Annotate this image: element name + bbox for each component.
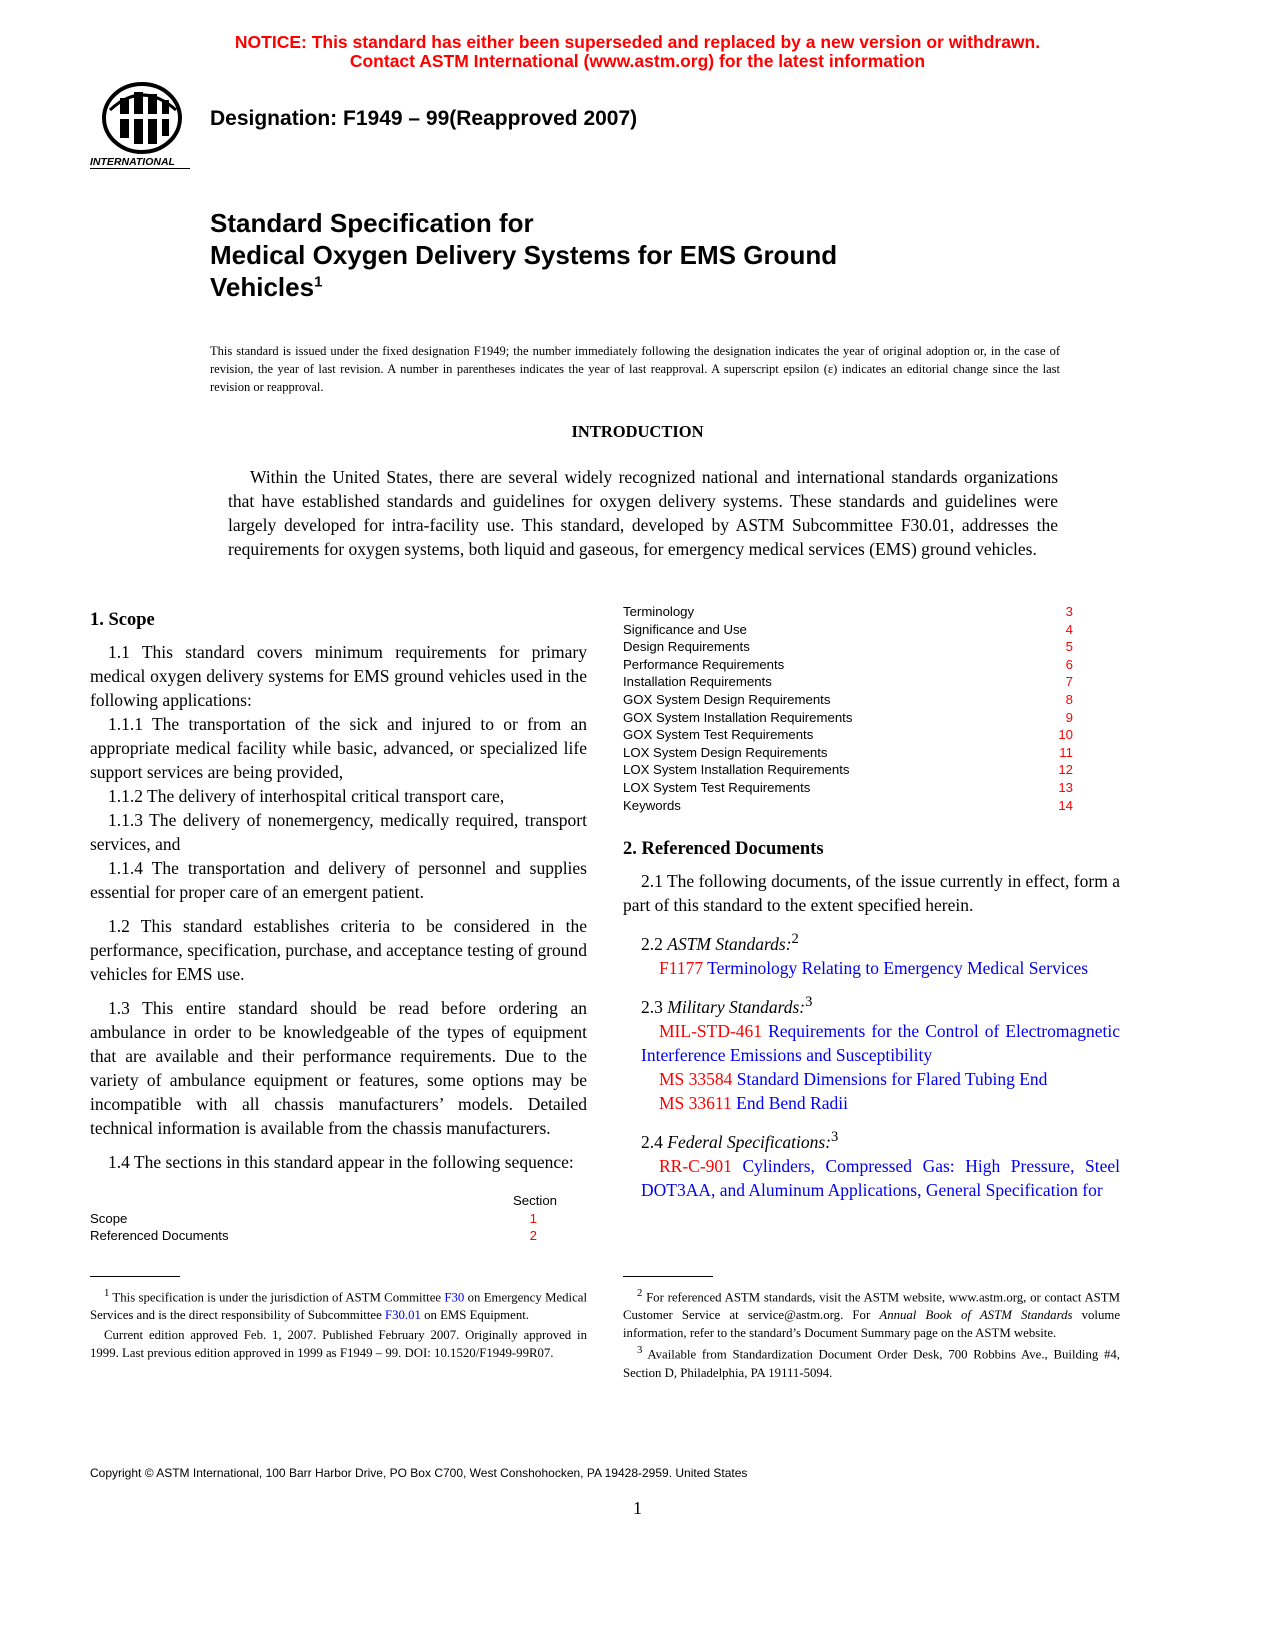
footnote-2-text-b: volume information, refer to the standard’s Document Summary page on the ASTM website. (623, 1308, 1121, 1341)
section-name: Installation Requirements (623, 674, 772, 690)
section-name: Design Requirements (623, 639, 750, 655)
astm-standards-num: 2.2 (641, 933, 668, 954)
footnotes-right (623, 1285, 1120, 1382)
introduction-heading: INTRODUCTION (571, 422, 704, 441)
section-name: Scope (90, 1210, 128, 1226)
para-2-1: 2.1 The following documents, of the issue currently in effect, form a part of this standard to the extent specified herein. (623, 871, 1120, 916)
footnote-1 (90, 1285, 587, 1324)
federal-specifications-num: 2.4 (641, 1131, 668, 1152)
footnote-1-sup: 1 (104, 1288, 110, 1299)
section-name: Keywords (623, 797, 681, 813)
section-number-link[interactable]: 3 (1065, 604, 1073, 619)
right-column (623, 603, 1120, 1202)
sections-table-row (623, 709, 1120, 727)
section-number-link[interactable]: 5 (1065, 639, 1073, 655)
sections-table-row (623, 744, 1120, 762)
military-standards-heading (623, 990, 1120, 1019)
military-standards-sup: 3 (805, 993, 813, 1010)
title-line-3-text: Vehicles (210, 272, 315, 302)
sections-table-row (623, 797, 1120, 815)
reference-code-link[interactable]: RR-C-901 (659, 1155, 732, 1176)
footnote-2-text-a: For referenced ASTM standards, visit the ASTM website, www.astm.org, or contact ASTM Customer Service at service@astm.org. For (623, 1290, 1120, 1323)
section-number-link[interactable]: 1 (529, 1210, 537, 1226)
section-name: GOX System Installation Requirements (623, 709, 853, 725)
reference-title-link[interactable]: Terminology Relating to Emergency Medical Services (707, 957, 1089, 978)
footnote-1-text-c: on EMS Equipment. (420, 1308, 529, 1323)
footnote-2 (623, 1285, 1120, 1342)
reference-code-link[interactable]: MIL-STD-461 (659, 1020, 763, 1041)
sections-table-row (90, 1210, 587, 1228)
reference-item[interactable] (623, 956, 1120, 980)
preamble: This standard is issued under the fixed designation F1949; the number immediately following the designation indicates the year of original adoption or, in the case of revision, the year of last revision. A number in parentheses indicates the year of last reapproval. A superscript epsilon (ε) indicates an editorial change since the last revision or reapproval. (210, 344, 1060, 394)
logo-caption: INTERNATIONAL (90, 156, 190, 169)
para-1-4: 1.4 The sections in this standard appear in the following sequence: (108, 1152, 574, 1172)
section-name: LOX System Test Requirements (623, 779, 811, 795)
section-name: Performance Requirements (623, 656, 785, 672)
para-1-2: 1.2 This standard establishes criteria to be considered in the performance, specification, purchase, and acceptance testing of ground vehicles for EMS use. (90, 916, 587, 984)
reference-code-link[interactable]: MS 33584 (659, 1068, 733, 1089)
footnote-1-text-a: This specification is under the jurisdiction of ASTM Committee (112, 1290, 445, 1305)
referenced-documents-heading: 2. Referenced Documents (623, 839, 824, 860)
footnote-1-text-b: on Emergency Medical Services and is the direct responsibility of Subcommittee (90, 1290, 588, 1323)
section-name: GOX System Test Requirements (623, 727, 814, 743)
section-number-link[interactable]: 2 (529, 1228, 537, 1244)
para-1-3: 1.3 This entire standard should be read before ordering an ambulance in order to be knowledgeable of the types of equipment that are available and their performance requirements. Due to the variety of ambulance equipment or features, some options may be incompatible with all chassis manufacturers’ models. Detailed technical information is available from the chassis manufacturers. (90, 998, 587, 1138)
reference-title-link[interactable]: Cylinders, Compressed Gas: High Pressure, Steel DOT3AA, and Aluminum Applications, General Specification for (641, 1155, 1120, 1200)
reference-title-link[interactable]: Standard Dimensions for Flared Tubing End (736, 1068, 1048, 1089)
section-name: Terminology (623, 604, 695, 619)
copyright: Copyright © ASTM International, 100 Barr Harbor Drive, PO Box C700, West Conshohocken, PA 19428-2959. United States (90, 1466, 748, 1480)
section-name: GOX System Design Requirements (623, 691, 831, 707)
para-1-1-2: 1.1.2 The delivery of interhospital critical transport care, (108, 786, 505, 806)
section-number-link[interactable]: 14 (1058, 797, 1073, 813)
sections-table-row (623, 761, 1120, 779)
section-number-link[interactable]: 8 (1065, 691, 1073, 707)
section-number-link[interactable]: 4 (1065, 621, 1073, 637)
footnote-1-edition: Current edition approved Feb. 1, 2007. Published February 2007. Originally approved in 1999. Last previous edition approved in 1999 as F1949 – 99. DOI: 10.1520/F1949-99R07. (90, 1328, 587, 1361)
footnote-2-italic: Annual Book of ASTM Standards (879, 1308, 1073, 1323)
page-title (210, 207, 837, 303)
sections-table-row (623, 691, 1120, 709)
designation: Designation: F1949 – 99(Reapproved 2007) (210, 107, 638, 130)
astm-standards-heading (623, 927, 1120, 956)
reference-item[interactable] (623, 1154, 1120, 1202)
astm-logo (90, 80, 200, 172)
footnote-2-sup: 2 (637, 1288, 643, 1299)
section-name: LOX System Installation Requirements (623, 762, 850, 778)
sections-table-row (623, 603, 1120, 621)
section-name: LOX System Design Requirements (623, 744, 828, 760)
footnote-3-text: Available from Standardization Document Order Desk, 700 Robbins Ave., Building #4, Section D, Philadelphia, PA 19111-5094. (623, 1347, 1120, 1380)
sections-table-row (623, 726, 1120, 744)
footnote-rule-left (90, 1276, 180, 1277)
section-number-link[interactable]: 13 (1058, 779, 1073, 795)
reference-item[interactable] (623, 1067, 1120, 1091)
sections-table-row (623, 621, 1120, 639)
reference-code-link[interactable]: F1177 (659, 957, 704, 978)
notice-line-1: NOTICE: This standard has either been superseded and replaced by a new version or withdrawn. (234, 32, 1041, 52)
committee-f30-link[interactable]: F30 (444, 1290, 465, 1305)
footnote-3 (623, 1342, 1120, 1381)
title-line-2: Medical Oxygen Delivery Systems for EMS Ground (210, 240, 838, 270)
title-footnote-ref: 1 (314, 273, 323, 291)
reference-code-link[interactable]: MS 33611 (659, 1092, 732, 1113)
title-line-3 (210, 271, 837, 303)
page-number: 1 (633, 1498, 642, 1518)
notice-line-2: Contact ASTM International (www.astm.org) for the latest information (349, 51, 926, 71)
reference-item[interactable] (623, 1091, 1120, 1115)
scope-heading: 1. Scope (90, 610, 155, 630)
military-standards-label: Military Standards: (667, 996, 806, 1017)
section-number-link[interactable]: 11 (1059, 744, 1073, 760)
astm-standards-sup: 2 (791, 931, 799, 948)
section-number-link[interactable]: 12 (1058, 762, 1073, 778)
reference-title-link[interactable]: Requirements for the Control of Electromagnetic Interference Emissions and Susceptibility (641, 1020, 1121, 1065)
sections-table-row (623, 673, 1120, 691)
astm-standards-label: ASTM Standards: (667, 933, 792, 954)
section-number-link[interactable]: 10 (1058, 727, 1073, 743)
para-1-1-3: 1.1.3 The delivery of nonemergency, medically required, transport services, and (90, 810, 587, 854)
sections-table-header: Section (513, 1193, 557, 1208)
para-1-1: 1.1 This standard covers minimum requirements for primary medical oxygen delivery systems for EMS ground vehicles used in the following applications: (90, 642, 587, 710)
federal-specifications-label: Federal Specifications: (667, 1131, 832, 1152)
sections-table-row (623, 656, 1120, 674)
subcommittee-f30-01-link[interactable]: F30.01 (384, 1308, 421, 1323)
para-1-1-1: 1.1.1 The transportation of the sick and injured to or from an appropriate medical facility while basic, advanced, or specialized life support services are being provided, (90, 714, 587, 782)
sections-table-row (623, 779, 1120, 797)
reference-item[interactable] (623, 1019, 1120, 1067)
federal-specifications-sup: 3 (831, 1128, 839, 1145)
sections-table-row (90, 1227, 587, 1245)
sections-table-right (623, 603, 1120, 814)
para-1-1-4: 1.1.4 The transportation and delivery of personnel and supplies essential for proper care of an emergent patient. (90, 858, 587, 902)
footnote-rule-right (623, 1276, 713, 1277)
footnotes-left (90, 1285, 587, 1362)
section-name: Referenced Documents (90, 1228, 229, 1244)
introduction-text: Within the United States, there are several widely recognized national and international standards organizations that have established standards and guidelines for oxygen delivery systems. These standards and guidelines were largely developed for intra-facility use. This standard, developed by ASTM Subcommittee F30.01, addresses the requirements for oxygen systems, both liquid and gaseous, for emergency medical services (EMS) ground vehicles. (228, 467, 1058, 559)
section-number-link[interactable]: 7 (1065, 674, 1073, 690)
left-column (90, 608, 587, 1245)
sections-table-left (90, 1192, 587, 1245)
federal-specifications-heading (623, 1125, 1120, 1154)
reference-title-link[interactable]: End Bend Radii (736, 1092, 848, 1113)
sections-table-row (623, 638, 1120, 656)
section-name: Significance and Use (623, 621, 747, 637)
section-number-link[interactable]: 9 (1065, 709, 1073, 725)
military-standards-num: 2.3 (641, 996, 668, 1017)
footnote-3-sup: 3 (637, 1345, 643, 1357)
section-number-link[interactable]: 6 (1065, 656, 1073, 672)
title-line-1: Standard Specification for (210, 208, 534, 238)
